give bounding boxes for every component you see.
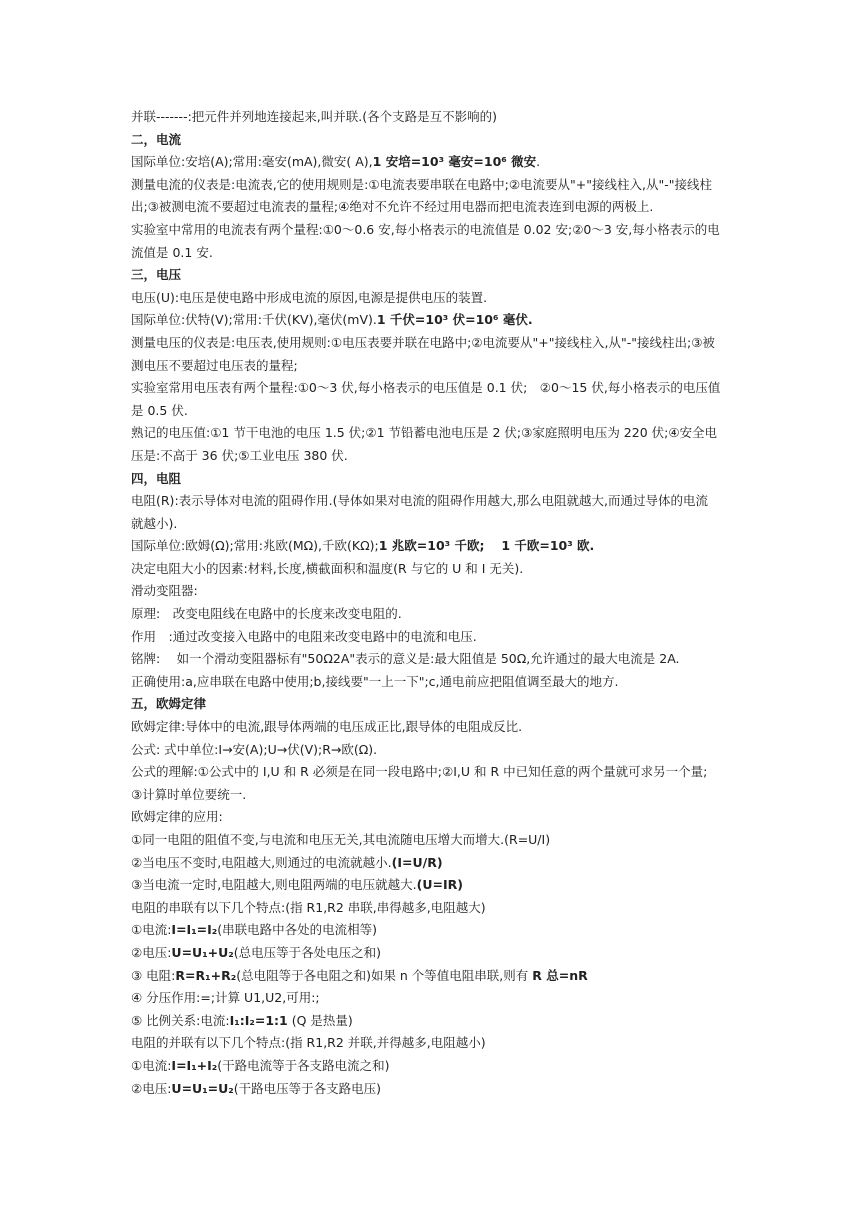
text-segment: 国际单位:伏特(V);常用:千伏(KV),毫伏(mV).	[131, 312, 377, 328]
bold-formula: (U=IR)	[416, 877, 463, 893]
text-segment: 测量电压的仪表是:电压表,使用规则:①电压表要并联在电路中;②电流要从"+"接线柱入,从"-"接线柱出;③被	[131, 334, 715, 350]
text-segment: 公式的理解:①公式中的 I,U 和 R 必须是在同一段电路中;②I,U 和 R 中已知任意的两个量就可求另一个量;	[131, 764, 708, 780]
text-segment: ④ 分压作用:=;计算 U1,U2,可用:;	[131, 990, 320, 1006]
text-segment: 欧姆定律的应用:	[131, 809, 223, 825]
document-body	[131, 106, 739, 1100]
section-heading: 三，电压	[131, 267, 182, 283]
text-segment: ②当电压不变时,电阻越大,则通过的电流就越小.	[131, 854, 392, 870]
text-segment: ②电压:	[131, 1080, 172, 1096]
text-line	[131, 445, 739, 468]
text-segment: 铭牌: 如一个滑动变阻器标有"50Ω2A"表示的意义是:最大阻值是 50Ω,允许通过的最大电流是 2A.	[131, 651, 680, 667]
text-line	[131, 1032, 739, 1055]
bold-formula: I₁:I₂=1:1	[229, 1012, 288, 1028]
text-line	[131, 287, 739, 310]
text-segment: 滑动变阻器:	[131, 583, 198, 599]
text-segment: 流值是 0.1 安.	[131, 244, 213, 260]
text-line	[131, 196, 739, 219]
text-segment: 并联-------:把元件并列地连接起来,叫并联.(各个支路是互不影响的)	[131, 109, 497, 124]
bold-formula: I=I₁=I₂	[171, 922, 218, 938]
text-line	[131, 897, 739, 920]
text-line	[131, 648, 739, 671]
text-line	[131, 626, 739, 649]
text-segment: ①电流:	[131, 922, 172, 938]
text-segment: 国际单位:欧姆(Ω);常用:兆欧(MΩ),千欧(KΩ);	[131, 538, 379, 554]
text-line	[131, 535, 739, 558]
bold-formula: U=U₁=U₂	[171, 1080, 234, 1096]
text-segment: 原理: 改变电阻线在电路中的长度来改变电阻的.	[131, 606, 402, 622]
text-segment: (总电压等于各处电压之和)	[233, 944, 382, 960]
text-segment: 是 0.5 伏.	[131, 402, 188, 418]
text-segment: ①电流:	[131, 1057, 172, 1073]
text-line	[131, 332, 739, 355]
text-segment: 电阻的串联有以下几个特点:(指 R1,R2 串联,串得越多,电阻越大)	[131, 899, 486, 915]
bold-formula: I=I₁+I₂	[171, 1057, 218, 1073]
text-line	[131, 151, 739, 174]
text-segment: .	[536, 154, 541, 170]
bold-formula: 1 兆欧=10³ 千欧; 1 千欧=10³ 欧.	[378, 538, 595, 554]
text-line	[131, 852, 739, 875]
text-segment: 电阻的并联有以下几个特点:(指 R1,R2 并联,并得越多,电阻越小)	[131, 1035, 486, 1051]
text-segment: ③ 电阻:	[131, 967, 176, 983]
bold-formula: R=R₁+R₂	[175, 967, 237, 983]
text-segment: 电阻(R):表示导体对电流的阻碍作用.(导体如果对电流的阻碍作用越大,那么电阻就越大,而通过导体的电流	[131, 493, 708, 509]
text-line	[131, 603, 739, 626]
text-line	[131, 490, 739, 513]
text-segment: 就越小).	[131, 515, 178, 531]
text-segment: 压是:不高于 36 伏;⑤工业电压 380 伏.	[131, 447, 348, 463]
text-segment: (干路电压等于各支路电压)	[233, 1080, 382, 1096]
text-line	[131, 400, 739, 423]
text-segment: 作用 :通过改变接入电路中的电阻来改变电路中的电流和电压.	[131, 628, 477, 644]
text-line	[131, 1010, 739, 1033]
section-heading: 二，电流	[131, 131, 182, 147]
text-segment: 决定电阻大小的因素:材料,长度,横截面积和温度(R 与它的 U 和 I 无关).	[131, 560, 524, 576]
text-segment: 欧姆定律:导体中的电流,跟导体两端的电压成正比,跟导体的电阻成反比.	[131, 719, 523, 735]
bold-formula: 1 安培=10³ 毫安=10⁶ 微安	[372, 154, 537, 170]
text-line	[131, 987, 739, 1010]
text-line	[131, 219, 739, 242]
text-line	[131, 513, 739, 536]
bold-formula: 1 千伏=10³ 伏=10⁶ 毫伏.	[376, 312, 533, 328]
text-line	[131, 739, 739, 762]
text-segment: ②电压:	[131, 944, 172, 960]
text-segment: ③计算时单位要统一.	[131, 786, 247, 802]
text-segment: 熟记的电压值:①1 节干电池的电压 1.5 伏;②1 节铅蓄电池电压是 2 伏;③家庭照明电压为 220 伏;④安全电	[131, 425, 718, 441]
text-line	[131, 806, 739, 829]
bold-formula: R 总=nR	[532, 967, 588, 983]
text-line	[131, 1055, 739, 1078]
text-segment: 出;③被测电流不要超过电流表的量程;④绝对不允许不经过用电器而把电流表连到电源的两极上.	[131, 199, 654, 215]
text-line	[131, 784, 739, 807]
text-segment: 公式: 式中单位:I→安(A);U→伏(V);R→欧(Ω).	[131, 741, 378, 757]
text-line	[131, 1078, 739, 1101]
text-segment: ⑤ 比例关系:电流:	[131, 1012, 230, 1028]
text-line	[131, 942, 739, 965]
text-line	[131, 355, 739, 378]
text-line	[131, 242, 739, 265]
text-segment: 实验室常用电压表有两个量程:①0～3 伏,每小格表示的电压值是 0.1 伏; ②0～15 伏,每小格表示的电压值	[131, 380, 721, 396]
text-segment: (总电阻等于各电阻之和)如果 n 个等值电阻串联,则有	[236, 967, 533, 983]
text-segment: ③当电流一定时,电阻越大,则电阻两端的电压就越大.	[131, 877, 417, 893]
text-segment: (Q 是热量)	[287, 1012, 353, 1028]
text-segment: 测量电流的仪表是:电流表,它的使用规则是:①电流表要串联在电路中;②电流要从"+"接线柱入,从"-"接线柱	[131, 176, 712, 192]
text-line	[131, 422, 739, 445]
text-line	[131, 829, 739, 852]
text-line	[131, 761, 739, 784]
text-line	[131, 965, 739, 988]
section-heading: 五，欧姆定律	[131, 696, 207, 712]
bold-formula: (I=U/R)	[391, 854, 443, 870]
text-line	[131, 671, 739, 694]
text-line	[131, 874, 739, 897]
bold-formula: U=U₁+U₂	[171, 944, 234, 960]
text-segment: 国际单位:安培(A);常用:毫安(mA),微安( A),	[131, 154, 373, 170]
text-line	[131, 106, 739, 129]
text-line	[131, 174, 739, 197]
text-segment: (干路电流等于各支路电流之和)	[217, 1057, 390, 1073]
text-line	[131, 309, 739, 332]
text-segment: 正确使用:a,应串联在电路中使用;b,接线要"一上一下";c,通电前应把阻值调至最大的地方.	[131, 673, 619, 689]
section-heading: 四，电阻	[131, 470, 182, 486]
text-line	[131, 716, 739, 739]
text-line	[131, 558, 739, 581]
text-line	[131, 919, 739, 942]
text-segment: 测电压不要超过电压表的量程;	[131, 357, 298, 373]
text-segment: (串联电路中各处的电流相等)	[217, 922, 378, 938]
text-segment: 实验室中常用的电流表有两个量程:①0～0.6 安,每小格表示的电流值是 0.02 安;②0～3 安,每小格表示的电	[131, 221, 720, 237]
text-segment: 电压(U):电压是使电路中形成电流的原因,电源是提供电压的装置.	[131, 289, 488, 305]
text-line	[131, 377, 739, 400]
text-line	[131, 580, 739, 603]
text-segment: ①同一电阻的阻值不变,与电流和电压无关,其电流随电压增大而增大.(R=U/I)	[131, 832, 551, 847]
